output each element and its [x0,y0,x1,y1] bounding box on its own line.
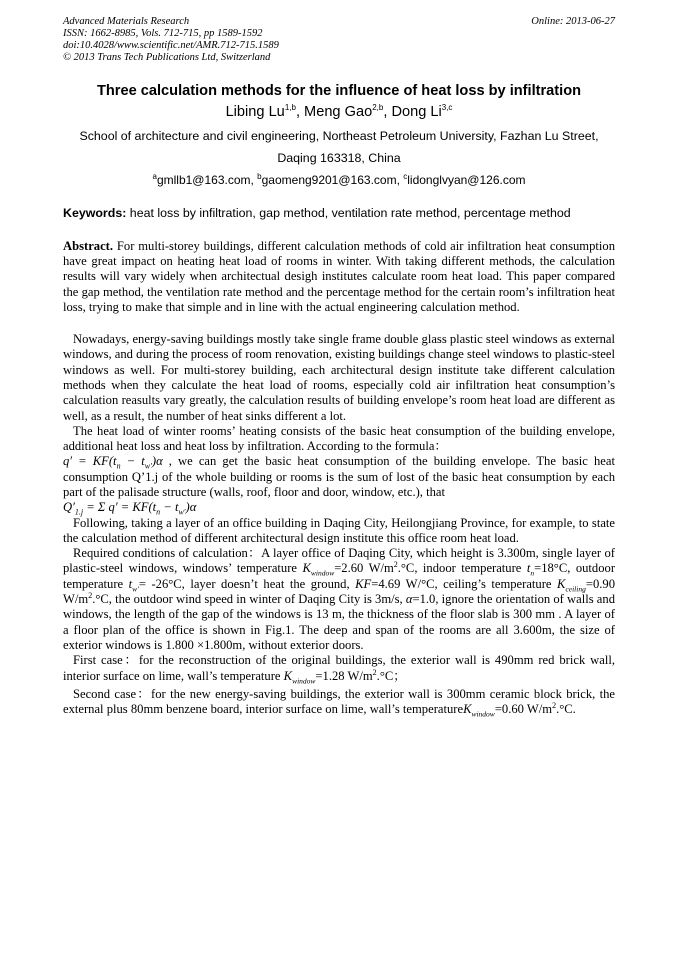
paragraph: Required conditions of calculation：A layer office of Daqing City, which height is 3.300m, single layer of plastic-steel windows, windows’ temperature $K_{window}=2.60$ $W/m^2.^\circ C$, indoor temperature $t_n=18^\circ C$, outdoor temperature $t_{w'}= -26^\circ C$, layer doesn’t heat the ground, KF=4.69 W/°C, ceiling’s temperature $K_{ceiling}=0.90$ $W/m^2.^\circ C$, the outdoor wind speed in winter of Daqing City is 3m/s, α=1.0, ignore the orientation of walls and windows, the length of the gap of the windows is 13 m, the thickness of the floor slab is 300 mm . A layer of a floor plan of the office is shown in Fig.1. The deep and span of the rooms are all 3.600m, the size of exterior windows is 1.800 ×1.800m, without exterior doors. [63,546,616,652]
paragraph-text: =0.60 W/m [494,702,553,717]
paragraph-text: =2.60 W/m [334,561,394,576]
symbol-tw: $t_{w'}$ [128,576,139,594]
paragraph-text: Second case：for the new energy-saving buildings, the exterior wall is 300mm ceramic block brick, the external plus 80mm benzene board, interior surface on lime, wall’s temperature [63,686,615,717]
email-list: $^a$gmllb1@163.com, $^b$gaomeng9201@163.com, $^c$lidonglvyan@126.com [152,172,526,187]
paragraph-text: .°C； [376,668,406,683]
journal-issn: ISSN: 1662-8985, Vols. 712-715, pp 1589-1592 [63,28,263,39]
paragraph-text: .°C. [556,702,576,717]
abstract-text: For multi-storey buildings, different calculation methods of cold air infiltration heat consumption have great impact on heating heat load of rooms in winter. With taking different methods, the calculation results will vary widely when architectual desigh institutes calculate room heat load. This paper compared the gap method, the ventilation rate method and the percentage method for the certain room’s infiltration heat loss, trying to make that simple and in line with the actual engineering calculation method. [63,239,615,314]
journal-header [63,16,615,64]
symbol-tn: $t_n$ [526,561,535,578]
author-name: Libing Lu [225,104,285,120]
journal-copyright: © 2013 Trans Tech Publications Ltd, Switzerland [63,52,271,63]
affiliation [63,125,615,169]
email-sup: a [152,172,157,181]
symbol-k-window: $K_{window}$ [463,702,495,719]
paragraph: First case：for the reconstruction of the original buildings, the exterior wall is 490mm red brick wall, interior surface on lime, wall’s temperature $K_{window}=1.28$ $W/m^2.^\circ C$； [63,653,615,686]
paragraph-text: =0.90 W/m [63,576,616,607]
paragraph-text: The heat load of winter rooms’ heating consists of the basic heat consumption of the building envelope, additional heat loss and heat loss by infiltration. According to the formula： [63,423,615,454]
paragraph-text: , we can get the basic heat consumption of the building envelope. The basic heat consumption Q’1.j of the whole building or rooms is the sum of lost of the basic heat consumption by each part of the palisade structure (walls, roof, floor and door, window, etc.), that [63,454,615,499]
symbol-k-window: $K_{window}$ [302,561,335,578]
email-sup: b [257,172,262,181]
formula-sum-heat: $Q'_{1.j} = \Sigma$ $q' = KF(t_n - t_{w'})\alpha$ [63,500,197,517]
paragraph: Following, taking a layer of an office building in Daqing City, Heilongjiang Province, for example, to state the calculation method of different architectural design institute this office room heat load. [63,515,615,545]
paragraph-text: .°C, indoor temperature [397,561,522,576]
abstract-label: Abstract. [63,239,114,253]
paper-title: Three calculation methods for the influence of heat loss by infiltration [96,83,582,99]
paragraph-text: =1.0, ignore the orientation of walls and windows, the length of the gap of the windows is 13 m, the thickness of the floor slab is 300 mm . A layer of a floor plan of the office is shown in Fig.1. The deep and span of the rooms are all 3.600m, the size of exterior windows is 1.800 ×1.800m, without exterior doors. [63,592,615,652]
keywords-label: Keywords: [63,206,127,220]
body-text [63,332,615,717]
online-date: Online: 2013-06-27 [531,16,615,27]
paragraph-text: =1.28 W/m [315,668,373,683]
author-name: Dong Li [391,104,442,120]
paragraph-text: Required conditions of calculation：A layer office of Daqing City, which height is 3.300m, single layer of plastic-steel windows, windows’ temperature [63,546,615,576]
keywords [63,205,615,221]
paragraph-text: .°C, the outdoor wind speed in winter of Daqing City is 3m/s, [92,592,403,607]
affiliation-line: Daqing 163318, China [277,151,401,165]
symbol-kf: KF [355,576,372,591]
paragraph [63,424,615,516]
symbol-alpha: α [405,592,413,607]
paragraph-text: =18°C, outdoor temperature [63,561,616,591]
symbol-k-ceiling: $K_{ceiling}$ [557,576,586,594]
paragraph-text: First case：for the reconstruction of the original buildings, the exterior wall is 490mm red brick wall, interior surface on lime, wall’s temperature [63,653,615,683]
symbol-k-window: $K_{window}$ [283,668,316,686]
paper-page [63,16,615,717]
paragraph-text: =4.69 W/°C, ceiling’s temperature [371,576,552,591]
journal-doi: doi:10.4028/www.scientific.net/AMR.712-715.1589 [63,40,279,51]
journal-name: Advanced Materials Research [63,16,190,27]
author-name: Meng Gao [304,104,373,120]
author-sup: 2,b [372,103,384,113]
paragraph-text: = -26°C, layer doesn’t heat the ground, [138,576,350,591]
author-list: Libing Lu$^{1,b}$, Meng Gao$^{2,b}$, Dong Li$^{3,c}$ [225,103,453,120]
paragraph: Second case：for the new energy-saving buildings, the exterior wall is 300mm ceramic block brick, the external plus 80mm benzene board, interior surface on lime, wall’s temperatureK$_{window}$=0.60 $W/m^2.^\circ C$. [63,686,615,719]
keywords-text: heat loss by infiltration, gap method, ventilation rate method, percentage method [126,206,571,220]
email-sup: c [403,172,408,181]
abstract [63,239,615,315]
author-sup: 3,c [441,103,453,113]
affiliation-line: School of architecture and civil engineering, Northeast Petroleum University, Fazhan Lu Street, [79,129,599,143]
author-sup: 1,b [284,103,296,113]
email-address: gaomeng9201@163.com [261,173,397,187]
email-address: gmllb1@163.com [156,173,251,187]
email-address: lidonglvyan@126.com [407,173,526,187]
paragraph: Nowadays, energy-saving buildings mostly take single frame double glass plastic steel windows as external windows, and during the process of room renovation, existing buildings change steel windows to plastic-steel windows as well. For multi-storey building, each architectural design institute take different calculation methods when they calculate the heat load of rooms, especially cold air infiltration heat consumption’s calculation reasults vary greatly, the calculation results of building envelope’s room heat load are different as well, as a result, the number of heat sinks different a lot. [63,332,615,423]
formula-basic-heat: $q' = KF(t_n - t_{w'})\alpha$ [63,454,163,471]
